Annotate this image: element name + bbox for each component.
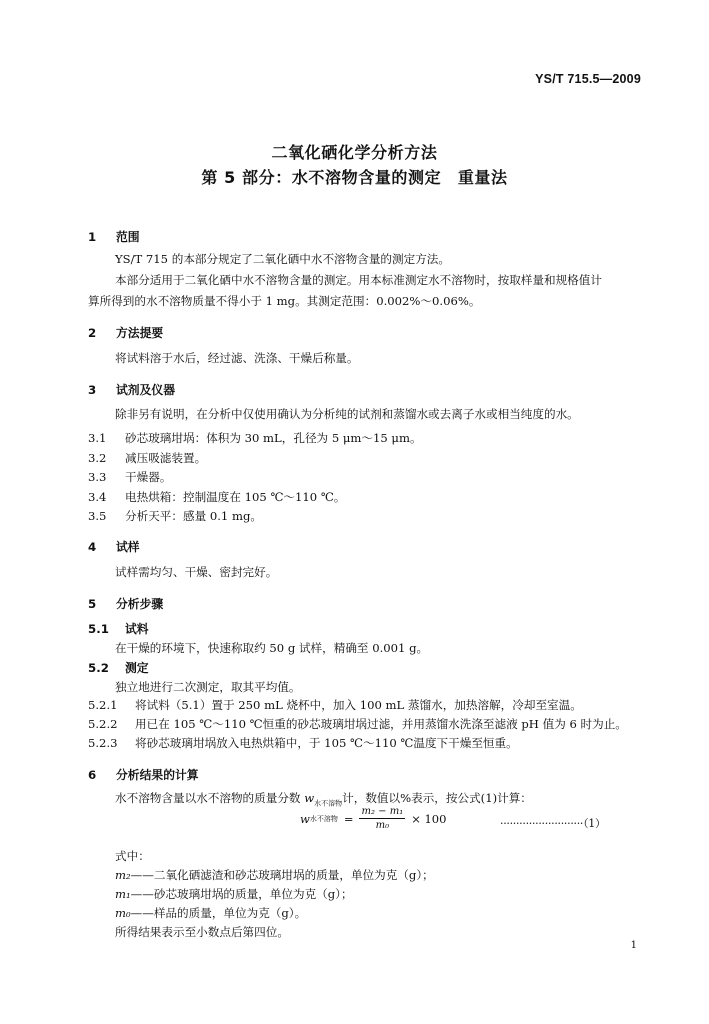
list-item: 3.1 砂芯玻璃坩埚：体积为 30 mL，孔径为 5 μm～15 μm。 <box>88 431 422 445</box>
section-2-heading: 2 方法提要 <box>88 326 164 340</box>
definition: m₂——二氧化硒滤渣和砂芯玻璃坩埚的质量，单位为克（g）； <box>115 868 434 882</box>
section-4-paragraph: 试样需均匀、干燥、密封完好。 <box>115 565 278 579</box>
list-item: 3.5 分析天平：感量 0.1 mg。 <box>88 509 262 523</box>
section-1-paragraph: YS/T 715 的本部分规定了二氧化硒中水不溶物含量的测定方法。 <box>115 252 450 266</box>
definition: m₁——砂芯玻璃坩埚的质量，单位为克（g）； <box>115 887 353 901</box>
document-subtitle: 第 5 部分：水不溶物含量的测定 重量法 <box>201 168 508 187</box>
section-3-heading: 3 试剂及仪器 <box>88 383 175 397</box>
list-item: 3.2 减压吸滤装置。 <box>88 451 207 465</box>
list-item: 5.2.3 将砂芯玻璃坩埚放入电热烘箱中，于 105 ℃～110 ℃温度下干燥至恒重。 <box>88 736 518 750</box>
section-2-paragraph: 将试料溶于水后，经过滤、洗涤、干燥后称量。 <box>115 351 359 365</box>
section-6-paragraph: 水不溶物含量以水不溶物的质量分数 $w_{水不溶物}$计，数值以%表示，按公式(1)计算： <box>115 791 532 808</box>
section-5-1-heading: 5.1 试料 <box>88 622 149 636</box>
section-6-closing: 所得结果表示至小数点后第四位。 <box>115 925 289 939</box>
page-number: 1 <box>630 940 637 951</box>
section-5-2-paragraph: 独立地进行二次测定，取其平均值。 <box>115 680 301 694</box>
section-3-paragraph: 除非另有说明，在分析中仅使用确认为分析纯的试剂和蒸馏水或去离子水或相当纯度的水。 <box>115 407 579 421</box>
where-label: 式中： <box>115 849 150 863</box>
section-1-paragraph: 算所得到的水不溶物质量不得小于 1 mg。其测定范围：0.002%～0.06%。 <box>88 294 481 308</box>
formula: w 水不溶物 = $\frac{\text{m₂ − m₁}}{\text{m₀}}$ × 100 <box>300 806 447 831</box>
section-6-heading: 6 分析结果的计算 <box>88 768 199 782</box>
list-item: 5.2.2 用已在 105 ℃～110 ℃恒重的砂芯玻璃坩埚过滤，并用蒸馏水洗涤至滤液 pH 值为 6 时为止。 <box>88 717 627 731</box>
formula-number: ··························（1） <box>500 817 606 830</box>
section-5-1-paragraph: 在干燥的环境下，快速称取约 50 g 试样，精确至 0.001 g。 <box>115 641 429 655</box>
document-number: YS/T 715.5—2009 <box>535 72 641 86</box>
list-item: 3.3 干燥器。 <box>88 470 172 484</box>
section-1-heading: 1 范围 <box>88 230 140 244</box>
definition: m₀——样品的质量，单位为克（g）。 <box>115 906 307 920</box>
list-item: 3.4 电热烘箱：控制温度在 105 ℃～110 ℃。 <box>88 490 346 504</box>
section-5-heading: 5 分析步骤 <box>88 597 164 611</box>
section-1-paragraph: 本部分适用于二氧化硒中水不溶物含量的测定。用本标准测定水不溶物时，按取样量和规格值计 <box>115 273 602 287</box>
section-5-2-heading: 5.2 测定 <box>88 661 149 675</box>
list-item: 5.2.1 将试料（5.1）置于 250 mL 烧杯中，加入 100 mL 蒸馏水，加热溶解，冷却至室温。 <box>88 698 582 712</box>
document-title: 二氧化硒化学分析方法 <box>271 143 438 162</box>
fraction: $\frac{\text{m₂ − m₁}}{\text{m₀}}$ <box>361 806 404 831</box>
section-4-heading: 4 试样 <box>88 540 140 554</box>
